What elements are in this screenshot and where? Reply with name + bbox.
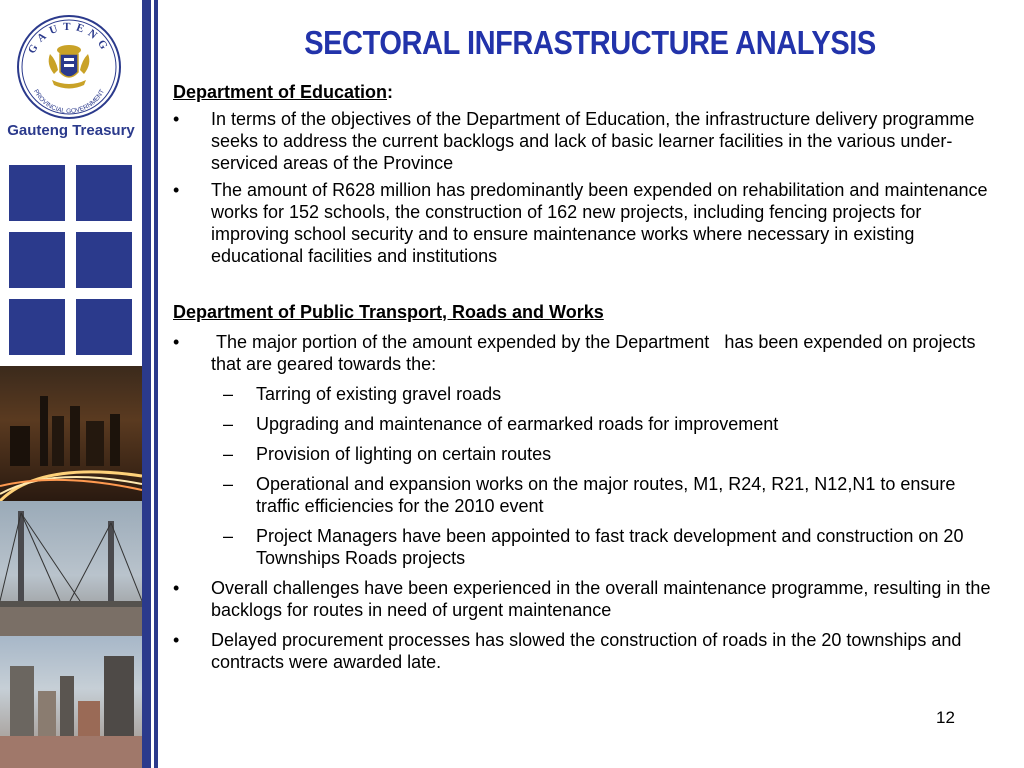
sub-text: Tarring of existing gravel roads xyxy=(256,384,502,404)
bullet-text: The major portion of the amount expended by the Department has been expended on projects that are geared towards the: xyxy=(211,332,981,374)
page-number: 12 xyxy=(936,708,955,727)
department-label: Gauteng Treasury xyxy=(7,122,135,139)
bullet-mark: • xyxy=(173,630,180,650)
gauteng-logo xyxy=(16,14,122,120)
sub-item xyxy=(173,525,1003,569)
transport-heading: Department of Public Transport, Roads and Works xyxy=(173,302,604,322)
list-item xyxy=(173,179,1003,267)
slide-title: SECTORAL INFRASTRUCTURE ANALYSIS xyxy=(304,24,876,61)
decor-tile xyxy=(76,232,132,288)
bullet-text: Overall challenges have been experienced in the overall maintenance programme, resulting in the backlogs for routes in need of urgent maintenance xyxy=(211,578,991,620)
list-item xyxy=(173,577,1003,621)
list-item xyxy=(173,108,1003,174)
sidebar-stripe xyxy=(142,0,151,768)
dash-mark: – xyxy=(223,444,234,464)
bridge-photo xyxy=(0,501,142,636)
bullet-mark: • xyxy=(173,332,180,352)
dash-mark: – xyxy=(223,474,234,494)
dash-mark: – xyxy=(223,414,234,434)
logo-arc-bottom: PROVINCIAL GOVERNMENT xyxy=(31,88,107,116)
sub-item xyxy=(173,383,1003,405)
list-item xyxy=(173,629,1003,673)
bullet-text: The amount of R628 million has predominantly been expended on rehabilitation and maintenance works for 152 schools, the construction of 162 new projects, including fencing projects for improving school security and to ensure maintenance works where necessary in existing educational facilities and institutions xyxy=(211,180,988,266)
education-heading-suffix: : xyxy=(387,82,394,102)
logo-arc-top: GAUTENG xyxy=(25,20,113,56)
skyline-photo xyxy=(0,636,142,768)
list-item xyxy=(173,331,1003,375)
sidebar xyxy=(0,0,142,768)
city-night-photo xyxy=(0,366,142,501)
sub-text: Operational and expansion works on the major routes, M1, R24, R21, N12,N1 to ensure traffic efficiencies for the 2010 event xyxy=(256,474,956,516)
bullet-text: In terms of the objectives of the Department of Education, the infrastructure delivery programme seeks to address the current backlogs and lack of basic learner facilities in the various under-serviced areas of the Province xyxy=(211,109,975,173)
decor-tile xyxy=(9,232,65,288)
decor-tile xyxy=(9,165,65,221)
dash-mark: – xyxy=(223,384,234,404)
bullet-mark: • xyxy=(173,109,180,129)
bullet-mark: • xyxy=(173,578,180,598)
bullet-text: Delayed procurement processes has slowed the construction of roads in the 20 townships and contracts were awarded late. xyxy=(211,630,962,672)
decor-tile xyxy=(9,299,65,355)
education-heading-text: Department of Education xyxy=(173,82,388,102)
sub-text: Project Managers have been appointed to fast track development and construction on 20 Townships Roads projects xyxy=(256,526,964,568)
decor-tile xyxy=(76,299,132,355)
education-heading xyxy=(173,81,1003,103)
sub-text: Provision of lighting on certain routes xyxy=(256,444,552,464)
sub-item xyxy=(173,413,1003,435)
sub-item xyxy=(173,443,1003,465)
sub-item xyxy=(173,473,1003,517)
gauteng-crest-icon xyxy=(16,14,122,120)
dash-mark: – xyxy=(223,526,234,546)
sidebar-stripe-inner xyxy=(154,0,158,768)
sub-text: Upgrading and maintenance of earmarked roads for improvement xyxy=(256,414,779,434)
decor-tile xyxy=(76,165,132,221)
slide-content xyxy=(173,80,1003,673)
bullet-mark: • xyxy=(173,180,180,200)
